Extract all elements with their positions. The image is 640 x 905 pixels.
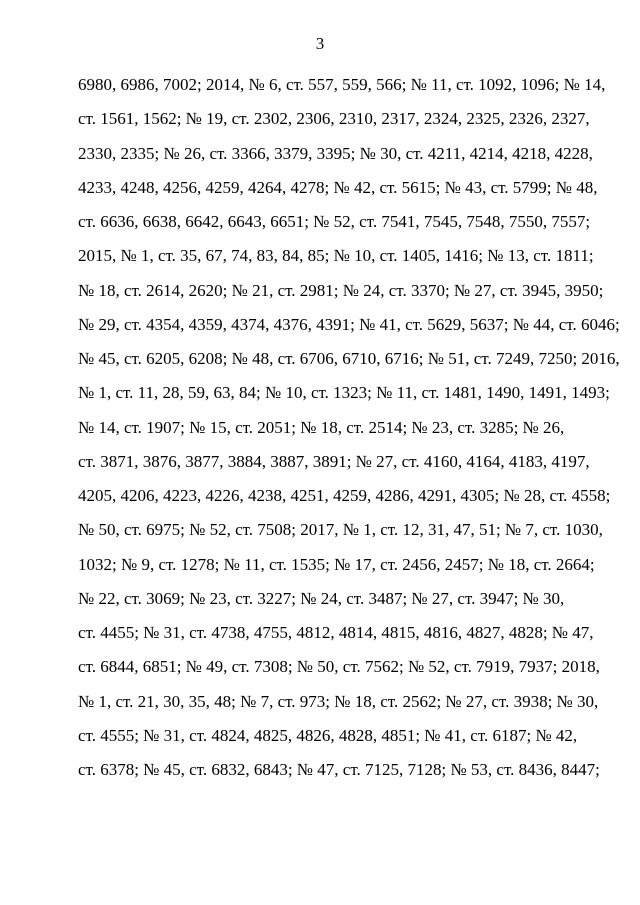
text-line: № 14, ст. 1907; № 15, ст. 2051; № 18, ст. 2514; № 23, ст. 3285; № 26, xyxy=(78,417,565,437)
text-line: ст. 3871, 3876, 3877, 3884, 3887, 3891; № 27, ст. 4160, 4164, 4183, 4197, xyxy=(78,451,590,471)
text-line: № 1, ст. 21, 30, 35, 48; № 7, ст. 973; № 18, ст. 2562; № 27, ст. 3938; № 30, xyxy=(78,691,599,711)
text-line: № 45, ст. 6205, 6208; № 48, ст. 6706, 6710, 6716; № 51, ст. 7249, 7250; 2016, xyxy=(78,349,620,368)
text-line: 4233, 4248, 4256, 4259, 4264, 4278; № 42, ст. 5615; № 43, ст. 5799; № 48, xyxy=(78,177,598,197)
text-line: 1032; № 9, ст. 1278; № 11, ст. 1535; № 17, ст. 2456, 2457; № 18, ст. 2664; xyxy=(78,554,595,574)
page-number: 3 xyxy=(315,34,325,53)
text-line: ст. 6636, 6638, 6642, 6643, 6651; № 52, ст. 7541, 7545, 7548, 7550, 7557; xyxy=(78,212,591,231)
text-line: № 29, ст. 4354, 4359, 4374, 4376, 4391; № 41, ст. 5629, 5637; № 44, ст. 6046; xyxy=(78,314,620,334)
text-line: 6980, 6986, 7002; 2014, № 6, ст. 557, 559, 566; № 11, ст. 1092, 1096; № 14, xyxy=(78,75,606,94)
text-line: ст. 4455; № 31, ст. 4738, 4755, 4812, 4814, 4815, 4816, 4827, 4828; № 47, xyxy=(78,623,594,642)
text-line: № 50, ст. 6975; № 52, ст. 7508; 2017, № 1, ст. 12, 31, 47, 51; № 7, ст. 1030, xyxy=(78,520,603,540)
text-line: № 1, ст. 11, 28, 59, 63, 84; № 10, ст. 1323; № 11, ст. 1481, 1490, 1491, 1493; xyxy=(78,383,610,403)
text-line: ст. 6844, 6851; № 49, ст. 7308; № 50, ст. 7562; № 52, ст. 7919, 7937; 2018, xyxy=(78,657,600,677)
text-line: № 22, ст. 3069; № 23, ст. 3227; № 24, ст. 3487; № 27, ст. 3947; № 30, xyxy=(78,588,565,608)
text-line: № 18, ст. 2614, 2620; № 21, ст. 2981; № 24, ст. 3370; № 27, ст. 3945, 3950; xyxy=(78,280,604,300)
body-text xyxy=(78,74,620,793)
text-line: ст. 4555; № 31, ст. 4824, 4825, 4826, 4828, 4851; № 41, ст. 6187; № 42, xyxy=(78,725,578,745)
text-line: 4205, 4206, 4223, 4226, 4238, 4251, 4259, 4286, 4291, 4305; № 28, ст. 4558; xyxy=(78,486,611,505)
text-line: ст. 6378; № 45, ст. 6832, 6843; № 47, ст. 7125, 7128; № 53, ст. 8436, 8447; xyxy=(78,760,600,779)
text-line: 2330, 2335; № 26, ст. 3366, 3379, 3395; № 30, ст. 4211, 4214, 4218, 4228, xyxy=(78,143,593,163)
text-line: ст. 1561, 1562; № 19, ст. 2302, 2306, 2310, 2317, 2324, 2325, 2326, 2327, xyxy=(78,109,590,129)
text-line: 2015, № 1, ст. 35, 67, 74, 83, 84, 85; № 10, ст. 1405, 1416; № 13, ст. 1811; xyxy=(78,246,594,266)
